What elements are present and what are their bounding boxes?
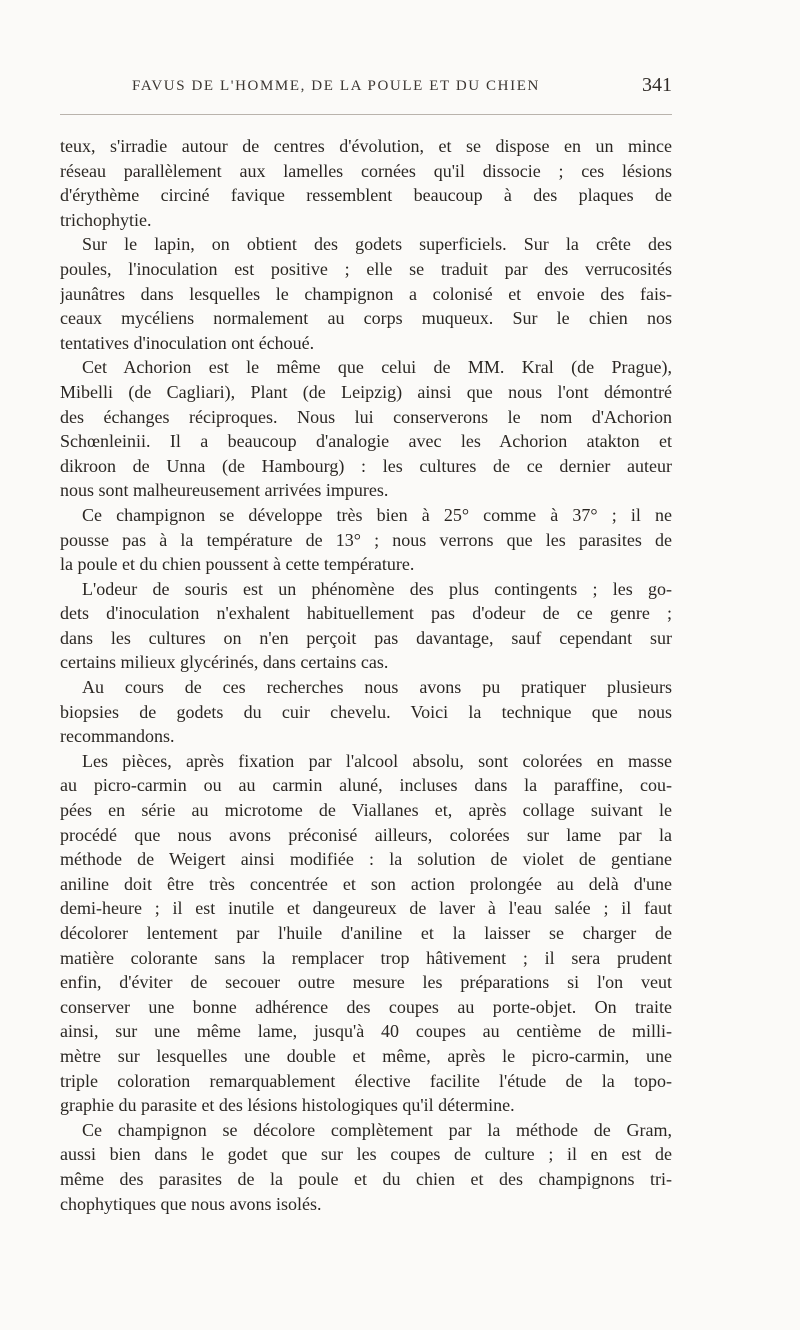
text-line: ceaux mycéliens normalement au corps muqueux. Sur le chien nos <box>60 308 672 329</box>
text-line: d'érythème circiné favique ressemblent beaucoup à des plaques de <box>60 185 672 206</box>
text-line: procédé que nous avons préconisé ailleurs, colorées sur lame par la <box>60 824 672 845</box>
running-head <box>132 74 672 102</box>
text-line: poules, l'inoculation est positive ; elle se traduit par des verrucosités <box>60 258 672 279</box>
text-line: aniline doit être très concentrée et son action prolongée au delà d'une <box>60 873 672 894</box>
header-rule <box>60 114 672 115</box>
text-line: matière colorante sans la remplacer trop hâtivement ; il sera prudent <box>60 947 672 968</box>
text-line: triple coloration remarquablement élective facilite l'étude de la topo- <box>60 1070 672 1091</box>
text-line: tentatives d'inoculation ont échoué. <box>60 332 315 353</box>
text-line: Au cours de ces recherches nous avons pu pratiquer plusieurs <box>82 677 672 698</box>
text-line: dikroon de Unna (de Hambourg) : les cultures de ce dernier auteur <box>60 455 672 476</box>
paragraph <box>60 355 672 503</box>
paragraph <box>60 675 672 749</box>
text-line: dans les cultures on n'en perçoit pas davantage, sauf cependant sur <box>60 627 672 648</box>
paragraph <box>60 577 672 675</box>
text-line: Mibelli (de Cagliari), Plant (de Leipzig) ainsi que nous l'ont démontré <box>60 381 672 402</box>
text-line: décolorer lentement par l'huile d'aniline et la laisser se charger de <box>60 923 672 943</box>
text-line: teux, s'irradie autour de centres d'évolution, et se dispose en un mince <box>60 136 672 156</box>
text-line: chophytiques que nous avons isolés. <box>60 1193 322 1214</box>
text-line: biopsies de godets du cuir chevelu. Voici la technique que nous <box>60 701 672 722</box>
text-line: mètre sur lesquelles une double et même, après le picro-carmin, une <box>60 1045 672 1066</box>
text-line: enfin, d'éviter de secouer outre mesure les préparations si l'on veut <box>60 972 672 993</box>
text-line: Cet Achorion est le même que celui de MM. Kral (de Prague), <box>82 357 672 378</box>
text-line: pousse pas à la température de 13° ; nous verrons que les parasites de <box>60 529 672 550</box>
text-line: réseau parallèlement aux lamelles cornées qu'il dissocie ; ces lésions <box>60 160 672 181</box>
text-line: Ce champignon se décolore complètement par la méthode de Gram, <box>82 1119 672 1140</box>
paragraph <box>60 503 672 577</box>
text-line: des échanges réciproques. Nous lui conserverons le nom d'Achorion <box>60 406 672 427</box>
text-line: recommandons. <box>60 726 175 747</box>
text-line: méthode de Weigert ainsi modifiée : la solution de violet de gentiane <box>60 849 672 870</box>
running-title: FAVUS DE L'HOMME, DE LA POULE ET DU CHIEN <box>132 78 540 94</box>
page-number: 341 <box>642 74 672 96</box>
text-line: dets d'inoculation n'exhalent habituellement pas d'odeur de ce genre ; <box>60 603 672 624</box>
paragraph <box>60 232 672 355</box>
text-line: trichophytie. <box>60 209 152 230</box>
paragraph <box>60 1118 672 1216</box>
text-line: graphie du parasite et des lésions histologiques qu'il détermine. <box>60 1095 515 1116</box>
text-line: la poule et du chien poussent à cette température. <box>60 554 415 575</box>
text-line: aussi bien dans le godet que sur les coupes de culture ; il en est de <box>60 1144 672 1165</box>
text-line: L'odeur de souris est un phénomène des plus contingents ; les go- <box>82 578 672 599</box>
text-line: certains milieux glycérinés, dans certains cas. <box>60 652 389 673</box>
text-line: ainsi, sur une même lame, jusqu'à 40 coupes au centième de milli- <box>60 1021 672 1042</box>
text-line: au picro-carmin ou au carmin aluné, incluses dans la paraffine, cou- <box>60 775 672 796</box>
text-line: même des parasites de la poule et du chien et des champignons tri- <box>60 1168 672 1189</box>
paragraph <box>60 749 672 1118</box>
text-line: demi-heure ; il est inutile et dangeureux de laver à l'eau salée ; il faut <box>60 898 672 919</box>
paragraph <box>60 134 672 232</box>
text-line: jaunâtres dans lesquelles le champignon a colonisé et envoie des fais- <box>60 283 672 304</box>
text-line: Sur le lapin, on obtient des godets superficiels. Sur la crête des <box>82 234 672 255</box>
text-line: pées en série au microtome de Viallanes et, après collage suivant le <box>60 800 672 821</box>
text-line: conserver une bonne adhérence des coupes au porte-objet. On traite <box>60 996 672 1017</box>
text-line: Ce champignon se développe très bien à 25° comme à 37° ; il ne <box>82 504 672 525</box>
text-line: Les pièces, après fixation par l'alcool absolu, sont colorées en masse <box>82 750 672 771</box>
text-line: nous sont malheureusement arrivées impures. <box>60 480 389 501</box>
body-text <box>60 134 672 1216</box>
text-line: Schœnleinii. Il a beaucoup d'analogie avec les Achorion atakton et <box>60 431 672 452</box>
